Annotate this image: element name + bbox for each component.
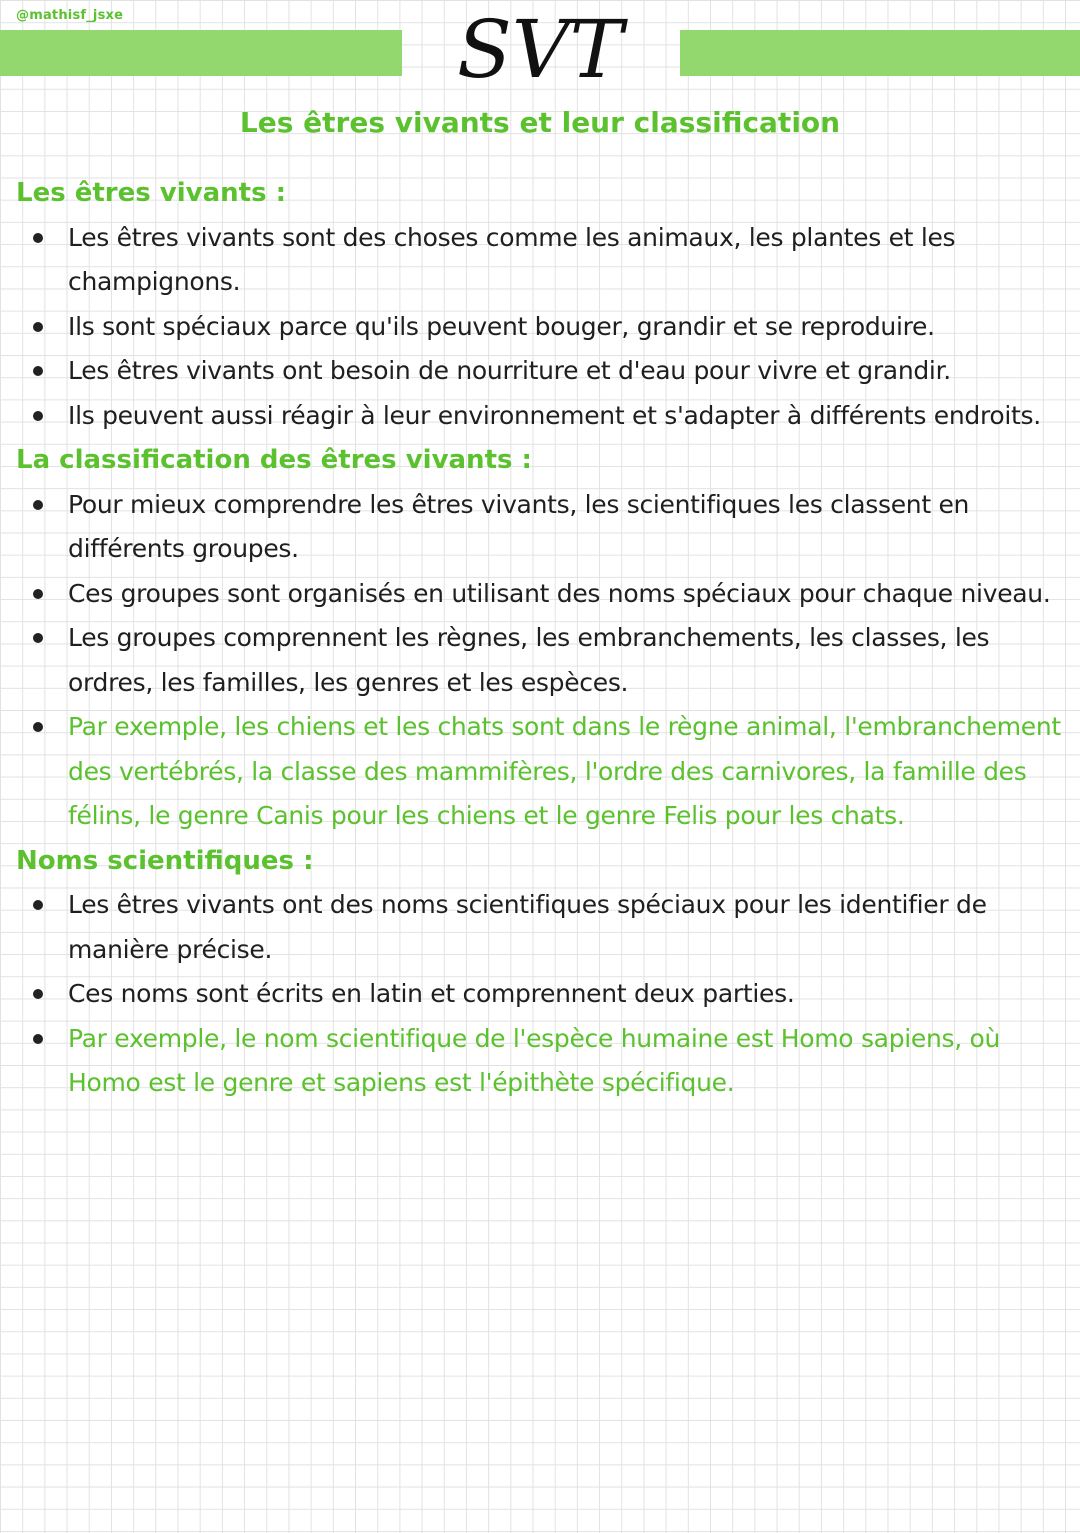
list-item [16, 483, 1066, 572]
bullet-icon [33, 500, 43, 510]
list-item-text: Les êtres vivants ont besoin de nourriture et d'eau pour vivre et grandir. [68, 356, 951, 385]
list-item [16, 572, 1066, 617]
list-item-text: Ils sont spéciaux parce qu'ils peuvent bouger, grandir et se reproduire. [68, 311, 935, 341]
list-item-text: Les êtres vivants sont des choses comme les animaux, les plantes et les champignons. [68, 222, 956, 296]
list-item [16, 883, 1066, 972]
section-noms-scientifiques [16, 839, 1066, 1106]
page-title: SVT [457, 3, 623, 96]
bullet-icon [33, 900, 43, 910]
section-heading: La classification des êtres vivants : [16, 445, 532, 475]
example-text: Par exemple, les chiens et les chats sont dans le règne animal, l'embranchement des vertébrés, la classe des mammifères, l'ordre des carnivores, la famille des félins, le genre Canis pour les chiens et le genre Felis pour les chats. [68, 712, 1061, 830]
list-item-text: Les groupes comprennent les règnes, les embranchements, les classes, les ordres, les familles, les genres et les espèces. [68, 623, 990, 697]
list-item [16, 349, 1066, 394]
bullet-list [16, 216, 1066, 439]
bullet-icon [33, 366, 43, 376]
bullet-icon [33, 589, 43, 599]
section-classification [16, 438, 1066, 839]
list-item [16, 394, 1066, 439]
section-heading: Noms scientifiques : [16, 845, 314, 876]
bullet-icon [33, 1034, 43, 1044]
notes-content [16, 171, 1066, 1106]
list-item-text: Ces groupes sont organisés en utilisant des noms spéciaux pour chaque niveau. [68, 578, 1051, 608]
bullet-list [16, 883, 1066, 1106]
page-subtitle: Les êtres vivants et leur classification [239, 106, 841, 139]
list-item [16, 972, 1066, 1017]
list-item-text: Pour mieux comprendre les êtres vivants, les scientifiques les classent en différents groupes. [68, 489, 970, 563]
bullet-list [16, 483, 1066, 839]
example-item [16, 1017, 1066, 1106]
list-item-text: Ils peuvent aussi réagir à leur environnement et s'adapter à différents endroits. [68, 400, 1041, 430]
list-item [16, 216, 1066, 305]
section-etres-vivants [16, 171, 1066, 438]
author-watermark: @mathisf_jsxe [16, 8, 124, 23]
list-item-text: Les êtres vivants ont des noms scientifiques spéciaux pour les identifier de manière précise. [68, 890, 987, 964]
example-text: Par exemple, le nom scientifique de l'espèce humaine est Homo sapiens, où Homo est le genre et sapiens est l'épithète spécifique. [68, 1023, 1001, 1097]
bullet-icon [33, 411, 43, 421]
bullet-icon [33, 322, 43, 332]
bullet-icon [33, 722, 43, 732]
list-item [16, 616, 1066, 705]
bullet-icon [33, 233, 43, 243]
section-heading: Les êtres vivants : [16, 178, 286, 208]
bullet-icon [33, 989, 43, 999]
list-item [16, 305, 1066, 350]
list-item-text: Ces noms sont écrits en latin et comprennent deux parties. [68, 979, 795, 1008]
bullet-icon [33, 633, 43, 643]
example-item [16, 705, 1066, 839]
